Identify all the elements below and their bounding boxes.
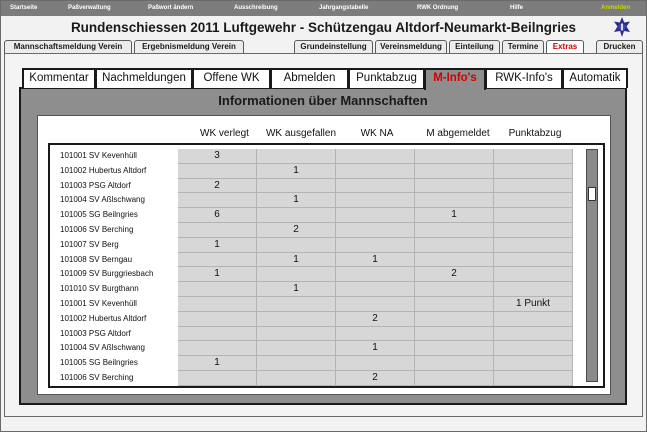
cell-punktabzug [494,341,573,356]
cell-punktabzug [494,312,573,327]
cell-punktabzug [494,223,573,238]
cell-m-abgemeldet [415,223,494,238]
subtab-m-infos[interactable]: M-Info's [424,68,486,90]
cell-m-abgemeldet [415,164,494,179]
cell-wk-ausgefallen [257,149,336,164]
team-name: 101003 PSG Altdorf [60,180,131,190]
nav-passverwaltung[interactable]: Paßverwaltung [68,5,111,11]
team-name: 101010 SV Burgthann [60,284,139,294]
cell-wk-verlegt [178,341,257,356]
cell-punktabzug [494,253,573,268]
cell-wk-verlegt: 1 [178,238,257,253]
team-name: 101001 SV Kevenhüll [60,151,137,160]
cell-m-abgemeldet [415,179,494,194]
column-header-punktabzug: Punktabzug [508,128,562,139]
cell-wk-ausgefallen: 1 [257,164,336,179]
cell-wk-ausgefallen [257,208,336,223]
cell-wk-verlegt: 2 [178,179,257,194]
cell-m-abgemeldet [415,371,494,386]
cell-wk-ausgefallen: 1 [257,193,336,208]
column-header-wk-verlegt: WK verlegt [200,128,249,139]
cell-wk-verlegt [178,223,257,238]
cell-wk-na [336,267,415,282]
tab-mannschaftsmeldung-verein[interactable]: Mannschaftsmeldung Verein [4,40,132,53]
table-scrollbar[interactable] [586,149,598,382]
column-header-m-abgemeldet: M abgemeldet [426,128,490,139]
cell-wk-ausgefallen [257,312,336,327]
cell-wk-na: 2 [336,312,415,327]
team-name: 101005 SG Beilngries [60,210,138,220]
team-name: 101005 SG Beilngries [60,358,138,368]
nav-jahrgangstabelle[interactable]: Jahrgangstabelle [319,5,369,11]
cell-wk-verlegt: 1 [178,356,257,371]
cell-wk-ausgefallen [257,179,336,194]
cell-m-abgemeldet [415,253,494,268]
cell-m-abgemeldet: 2 [415,267,494,282]
cell-wk-verlegt: 6 [178,208,257,223]
scrollbar-thumb[interactable] [588,187,596,201]
nav-rwk-ordnung[interactable]: RWK Ordnung [417,5,459,11]
tab-grundeinstellung[interactable]: Grundeinstellung [294,40,373,53]
table-row [52,356,576,371]
cell-punktabzug [494,179,573,194]
cell-wk-verlegt: 1 [178,267,257,282]
cell-punktabzug [494,356,573,371]
cell-wk-ausgefallen [257,327,336,342]
table-row [52,297,576,312]
table-row [52,341,576,356]
cell-punktabzug [494,164,573,179]
cell-wk-ausgefallen: 1 [257,253,336,268]
cell-wk-na [336,282,415,297]
cell-m-abgemeldet [415,356,494,371]
team-name: 101003 PSG Altdorf [60,328,131,338]
cell-wk-na [336,179,415,194]
table-row [52,223,576,238]
table-row [52,208,576,223]
subtab-offene-wk[interactable]: Offene WK [192,68,271,88]
team-name: 101004 SV Aßlschwang [60,195,145,205]
team-name: 101002 Hubertus Altdorf [60,165,147,175]
cell-wk-ausgefallen: 2 [257,223,336,238]
column-header-wk-ausgefallen: WK ausgefallen [265,128,337,139]
table-row [52,164,576,179]
tab-vereinsmeldung[interactable]: Vereinsmeldung [375,40,447,53]
cell-wk-na [336,164,415,179]
cell-wk-ausgefallen [257,267,336,282]
section-title: Informationen über Mannschaften [218,93,428,108]
cell-punktabzug [494,282,573,297]
team-name: 101007 SV Berg [60,239,119,249]
cell-wk-verlegt [178,282,257,297]
cell-m-abgemeldet [415,282,494,297]
cell-punktabzug [494,149,573,164]
cell-punktabzug [494,371,573,386]
subtab-kommentar[interactable]: Kommentar [22,68,96,88]
cell-wk-ausgefallen [257,297,336,312]
team-name: 101004 SV Aßlschwang [60,343,145,353]
cell-m-abgemeldet [415,193,494,208]
table-row [52,193,576,208]
cell-wk-ausgefallen: 1 [257,282,336,297]
cell-m-abgemeldet: 1 [415,208,494,223]
subtab-automatik[interactable]: Automatik [562,68,628,88]
top-navigation [1,1,646,16]
nav-hilfe[interactable]: Hilfe [510,5,524,11]
cell-wk-na [336,193,415,208]
cell-punktabzug [494,327,573,342]
table-row [52,327,576,342]
cell-wk-verlegt [178,253,257,268]
column-header-wk-na: WK NA [360,128,394,139]
cell-wk-verlegt [178,312,257,327]
cell-wk-ausgefallen [257,238,336,253]
cell-wk-ausgefallen [257,341,336,356]
cell-wk-verlegt [178,297,257,312]
subtab-rwk-infos[interactable]: RWK-Info's [485,68,563,88]
team-name: 101002 Hubertus Altdorf [60,313,147,323]
nav-startseite[interactable]: Startseite [10,5,38,11]
tab-drucken[interactable]: Drucken [596,40,643,53]
cell-wk-verlegt [178,327,257,342]
table-row [52,238,576,253]
cell-wk-na [336,297,415,312]
table-row [52,312,576,327]
cell-m-abgemeldet [415,312,494,327]
nav-passwort-aendern[interactable]: Paßwort ändern [148,5,194,11]
table-row [52,371,576,386]
cell-wk-verlegt [178,193,257,208]
cell-wk-na [336,208,415,223]
cell-m-abgemeldet [415,327,494,342]
cell-wk-na [336,223,415,238]
cell-punktabzug [494,208,573,223]
table-row [52,282,576,297]
team-name: 101001 SV Kevenhüll [60,299,137,308]
page-title: Rundenschiessen 2011 Luftgewehr - Schützengau Altdorf-Neumarkt-Beilngries [70,20,577,35]
team-name: 101006 SV Berching [60,373,134,382]
cell-m-abgemeldet [415,341,494,356]
cell-wk-na [336,238,415,253]
cell-punktabzug [494,238,573,253]
table-row [52,267,576,282]
cell-wk-verlegt [178,371,257,386]
subtab-abmelden[interactable]: Abmelden [270,68,349,88]
cell-wk-verlegt: 3 [178,149,257,164]
cell-punktabzug: 1 Punkt [494,297,573,312]
table-row [52,149,576,164]
tab-einteilung[interactable]: Einteilung [449,40,500,53]
nav-anmelden[interactable]: Anmelden [601,5,631,11]
cell-wk-na [336,149,415,164]
team-name: 101006 SV Berching [60,225,134,234]
club-emblem-icon [612,17,632,37]
tab-termine[interactable]: Termine [502,40,544,53]
cell-wk-ausgefallen [257,371,336,386]
cell-m-abgemeldet [415,149,494,164]
cell-wk-na [336,327,415,342]
cell-m-abgemeldet [415,297,494,312]
team-name: 101009 SV Burggriesbach [60,269,154,279]
subtab-nachmeldungen[interactable]: Nachmeldungen [95,68,193,88]
cell-punktabzug [494,193,573,208]
tab-extras[interactable]: Extras [546,40,584,53]
cell-wk-ausgefallen [257,356,336,371]
tab-ergebnismeldung-verein[interactable]: Ergebnismeldung Verein [134,40,244,53]
table-row [52,179,576,194]
cell-wk-na: 1 [336,341,415,356]
cell-wk-na: 2 [336,371,415,386]
nav-ausschreibung[interactable]: Ausschreibung [234,5,278,11]
cell-wk-verlegt [178,164,257,179]
cell-wk-na: 1 [336,253,415,268]
cell-m-abgemeldet [415,238,494,253]
table-row [52,253,576,268]
subtab-punktabzug[interactable]: Punktabzug [348,68,425,88]
team-name: 101008 SV Berngau [60,254,133,264]
cell-punktabzug [494,267,573,282]
cell-wk-na [336,356,415,371]
